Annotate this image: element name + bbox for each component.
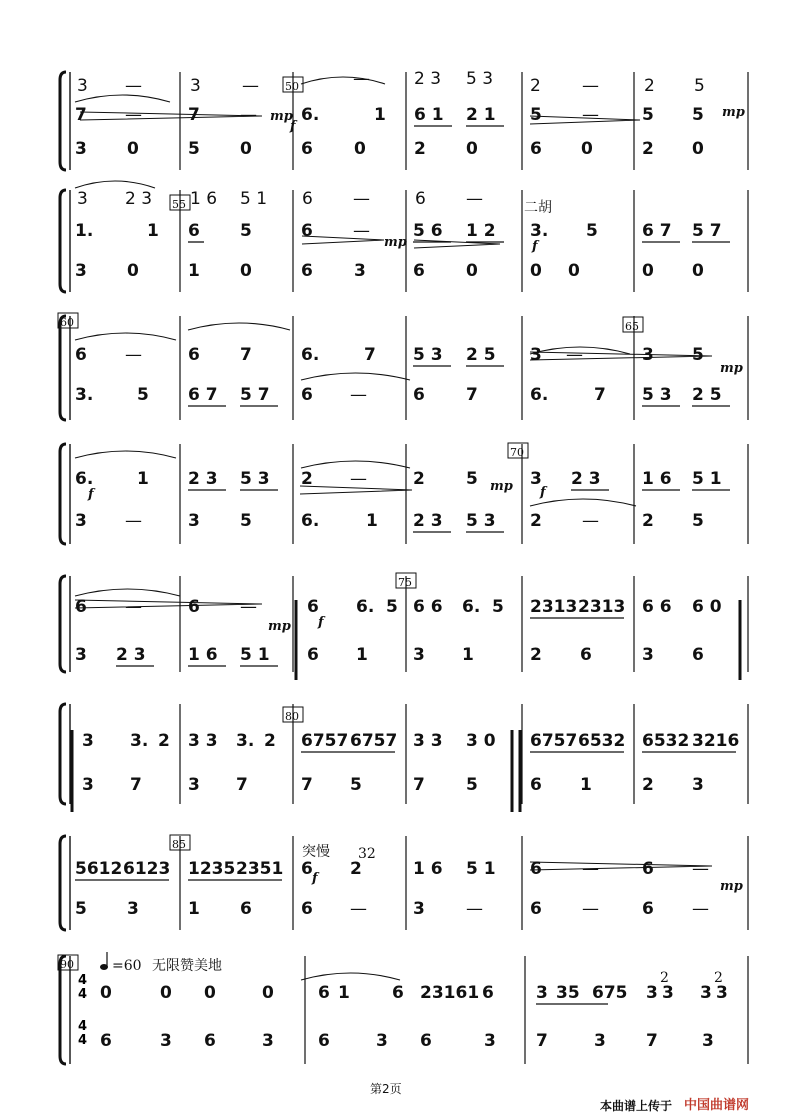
note-mark: 0	[466, 139, 478, 159]
note-mark: 3	[190, 76, 201, 96]
note-mark: 3	[484, 1031, 496, 1051]
note-mark: 1 6	[413, 859, 443, 879]
note-mark: 3	[188, 511, 200, 531]
note-mark: 6757	[301, 731, 349, 751]
upload-credit: 本曲谱上传于	[600, 1099, 673, 1113]
note-mark: 6 7	[188, 385, 218, 405]
note-mark: 2	[158, 731, 170, 751]
annotation: mp	[722, 105, 745, 120]
note-mark: —	[582, 511, 599, 531]
note-mark: 2	[644, 76, 655, 96]
note-mark: 3	[530, 469, 542, 489]
measure-number: 50	[285, 80, 299, 93]
note-mark: 6	[188, 597, 200, 617]
slur	[75, 95, 170, 102]
note-mark: —	[692, 899, 709, 919]
note-mark: 3	[82, 731, 94, 751]
note-mark: 6	[240, 899, 252, 919]
note-mark: 7	[240, 345, 252, 365]
note-mark: 5	[240, 221, 252, 241]
annotation: 32	[358, 846, 376, 862]
note-mark: 6	[307, 597, 319, 617]
note-mark: 2	[642, 775, 654, 795]
note-mark: 6 6	[413, 597, 443, 617]
note-mark: 6.	[356, 597, 375, 617]
annotation: 突慢	[302, 844, 330, 860]
note-mark: —	[566, 345, 583, 365]
note-mark: —	[125, 511, 142, 531]
note-mark: 6	[482, 983, 494, 1003]
note-mark: 6	[188, 221, 200, 241]
note-mark: 6	[530, 139, 542, 159]
note-mark: 6 1	[414, 105, 444, 125]
annotation: mp	[720, 879, 743, 894]
slur	[301, 973, 400, 980]
note-mark: 3	[354, 261, 366, 281]
note-mark: 3	[262, 1031, 274, 1051]
note-mark: 3	[692, 775, 704, 795]
note-mark: 0	[530, 261, 542, 281]
note-mark: 6	[301, 859, 313, 879]
note-mark: 6	[301, 221, 313, 241]
note-mark: 6	[301, 899, 313, 919]
slur	[301, 77, 385, 84]
note-mark: 2	[264, 731, 276, 751]
annotation: 2	[660, 970, 669, 986]
hairpin	[414, 240, 500, 248]
note-mark: 2	[642, 511, 654, 531]
note-mark: 3 3	[413, 731, 443, 751]
note-mark: 2313	[530, 597, 578, 617]
note-mark: 0	[127, 139, 139, 159]
note-mark: 35	[556, 983, 580, 1003]
note-mark: 5	[492, 597, 504, 617]
note-mark: 675	[592, 983, 628, 1003]
annotation: mp	[490, 479, 513, 494]
note-mark: 6.	[75, 469, 94, 489]
slur	[75, 589, 180, 596]
slur	[75, 451, 176, 458]
note-mark: —	[350, 899, 367, 919]
note-mark: —	[125, 597, 142, 617]
measure-number: 55	[172, 198, 186, 211]
hairpin	[80, 112, 262, 120]
system-brace	[60, 444, 66, 544]
note-mark: 3	[700, 983, 712, 1003]
note-mark: 1	[462, 645, 474, 665]
note-mark: 6	[642, 859, 654, 879]
note-mark: 6	[392, 983, 404, 1003]
note-mark: —	[125, 105, 142, 125]
note-mark: 6	[415, 189, 426, 209]
annotation: 二胡	[524, 200, 552, 216]
note-mark: 5	[586, 221, 598, 241]
note-mark: 5 1	[240, 189, 268, 209]
note-mark: 3	[75, 139, 87, 159]
note-mark: 3.	[130, 731, 149, 751]
note-mark: 3	[160, 1031, 172, 1051]
note-mark: —	[582, 105, 599, 125]
note-mark: 6 6	[642, 597, 672, 617]
note-mark: 5 1	[466, 859, 496, 879]
note-mark: 2	[414, 139, 426, 159]
note-mark: 7	[75, 105, 87, 125]
note-mark: 3	[642, 645, 654, 665]
note-mark: 1	[374, 105, 386, 125]
measure-number: 90	[60, 958, 74, 971]
system-brace	[60, 836, 66, 930]
note-mark: 6123	[123, 859, 171, 879]
note-mark: —	[582, 899, 599, 919]
note-mark: 7	[466, 385, 478, 405]
note-mark: —	[125, 76, 142, 96]
note-mark: 1 6	[190, 189, 218, 209]
note-mark: —	[350, 385, 367, 405]
note-mark: —	[466, 189, 483, 209]
note-mark: 6	[301, 139, 313, 159]
note-mark: 1	[338, 983, 350, 1003]
note-mark: 6.	[301, 511, 320, 531]
note-mark: 6757	[350, 731, 398, 751]
note-mark: 6	[318, 1031, 330, 1051]
slur	[301, 373, 410, 380]
annotation: f	[312, 871, 318, 886]
note-mark: 6	[692, 645, 704, 665]
note-mark: 6	[301, 385, 313, 405]
page-number: 第2页	[370, 1082, 402, 1096]
time-signature: 4	[78, 973, 88, 988]
annotation: mp	[268, 619, 291, 634]
annotation: 无限赞美地	[152, 958, 222, 974]
note-mark: 3	[646, 983, 658, 1003]
note-mark: 0	[354, 139, 366, 159]
note-mark: 3 3	[188, 731, 218, 751]
note-mark: 5612	[75, 859, 123, 879]
note-mark: 7	[536, 1031, 548, 1051]
time-signature: 4	[78, 987, 88, 1002]
hairpin	[530, 352, 712, 360]
system-brace	[60, 956, 66, 1064]
note-mark: 3	[75, 645, 87, 665]
note-mark: 6	[413, 385, 425, 405]
measure-number: 85	[172, 838, 186, 851]
note-mark: —	[240, 597, 257, 617]
note-mark: 2351	[236, 859, 284, 879]
note-mark: 1	[188, 261, 200, 281]
note-mark: 3	[188, 775, 200, 795]
measure-number: 60	[60, 316, 74, 329]
note-mark: 7	[188, 105, 200, 125]
note-mark: 3	[82, 775, 94, 795]
annotation: mp	[720, 361, 743, 376]
note-mark: 1 2	[466, 221, 496, 241]
note-mark: 2	[530, 645, 542, 665]
note-mark: 3	[376, 1031, 388, 1051]
note-mark: 5	[642, 105, 654, 125]
note-mark: 0	[642, 261, 654, 281]
annotation: f	[532, 239, 538, 254]
annotation: f	[290, 119, 296, 134]
note-mark: 6	[413, 261, 425, 281]
note-mark: 5	[692, 345, 704, 365]
note-mark: 5	[350, 775, 362, 795]
note-mark: 0	[100, 983, 112, 1003]
note-mark: 2	[350, 859, 362, 879]
annotation: =60	[112, 958, 142, 974]
note-mark: 7	[364, 345, 376, 365]
note-mark: 5	[188, 139, 200, 159]
system-brace	[60, 72, 66, 170]
note-mark: —	[125, 345, 142, 365]
note-mark: 3	[77, 76, 88, 96]
note-mark: 5	[386, 597, 398, 617]
note-mark: 3	[530, 345, 542, 365]
note-mark: 0	[692, 139, 704, 159]
note-mark: 0	[160, 983, 172, 1003]
note-mark: 1	[188, 899, 200, 919]
note-mark: 1	[366, 511, 378, 531]
slur	[301, 461, 410, 468]
note-mark: 6	[642, 899, 654, 919]
note-mark: 5	[240, 511, 252, 531]
note-mark: 6 0	[692, 597, 722, 617]
system-brace	[60, 704, 66, 804]
note-mark: 6	[100, 1031, 112, 1051]
annotation: mp	[270, 109, 293, 124]
note-mark: 6	[420, 1031, 432, 1051]
note-mark: 3	[594, 1031, 606, 1051]
note-mark: —	[353, 221, 370, 241]
note-mark: —	[353, 189, 370, 209]
note-mark: 7	[413, 775, 425, 795]
note-mark: 2 3	[414, 69, 442, 89]
note-mark: 0	[568, 261, 580, 281]
note-mark: 5 3	[413, 345, 443, 365]
note-mark: 6.	[301, 345, 320, 365]
note-mark: 1235	[188, 859, 236, 879]
note-mark: 0	[581, 139, 593, 159]
note-mark: 3	[536, 983, 548, 1003]
note-mark: 2	[530, 511, 542, 531]
measure-number: 70	[510, 446, 524, 459]
note-mark: 6	[530, 775, 542, 795]
system-brace	[60, 316, 66, 420]
note-mark: 1.	[75, 221, 94, 241]
slur	[75, 333, 176, 340]
note-mark: —	[582, 76, 599, 96]
note-mark: 6	[530, 859, 542, 879]
note-mark: 5 6	[413, 221, 443, 241]
note-mark: 6	[307, 645, 319, 665]
note-mark: 6532	[578, 731, 626, 751]
note-mark: 3.	[75, 385, 94, 405]
note-mark: —	[466, 899, 483, 919]
annotation: f	[540, 485, 546, 500]
note-mark: 2 3	[125, 189, 153, 209]
note-mark: 1 6	[642, 469, 672, 489]
note-mark: 0	[127, 261, 139, 281]
note-mark: 3	[662, 983, 674, 1003]
note-mark: 6	[75, 345, 87, 365]
note-mark: 3	[77, 189, 88, 209]
note-mark: 5 3	[466, 511, 496, 531]
note-mark: 2 3	[116, 645, 146, 665]
note-mark: 3	[702, 1031, 714, 1051]
annotation: f	[88, 487, 94, 502]
annotation: mp	[384, 235, 407, 250]
note-mark: 7	[236, 775, 248, 795]
note-mark: —	[350, 469, 367, 489]
note-mark: 3 0	[466, 731, 496, 751]
hairpin	[302, 236, 384, 244]
note-mark: 1 6	[188, 645, 218, 665]
note-mark: —	[582, 859, 599, 879]
note-mark: 2	[642, 139, 654, 159]
note-mark: 3	[75, 511, 87, 531]
note-mark: —	[692, 859, 709, 879]
note-mark: 5 1	[240, 645, 270, 665]
note-mark: 7	[301, 775, 313, 795]
note-mark: 6 7	[642, 221, 672, 241]
time-signature: 4	[78, 1033, 88, 1048]
hairpin	[75, 600, 262, 608]
note-mark: 6.	[301, 105, 320, 125]
system-brace	[60, 576, 66, 672]
note-mark: —	[242, 76, 259, 96]
time-signature: 4	[78, 1019, 88, 1034]
note-mark: 7	[646, 1031, 658, 1051]
note-mark: 2	[413, 469, 425, 489]
note-mark: 2	[530, 76, 541, 96]
note-mark: 2 3	[571, 469, 601, 489]
annotation: 2	[714, 970, 723, 986]
note-mark: 5 3	[240, 469, 270, 489]
note-mark: 6	[188, 345, 200, 365]
note-mark: 7	[594, 385, 606, 405]
note-mark: 5	[692, 105, 704, 125]
note-mark: —	[353, 69, 370, 89]
note-mark: 6	[318, 983, 330, 1003]
note-mark: 2 3	[188, 469, 218, 489]
note-mark: 5 7	[240, 385, 270, 405]
note-mark: 5	[137, 385, 149, 405]
note-mark: 6	[204, 1031, 216, 1051]
note-mark: 23161	[420, 983, 480, 1003]
note-mark: 5 7	[692, 221, 722, 241]
note-mark: 0	[692, 261, 704, 281]
note-mark: 2 3	[413, 511, 443, 531]
note-mark: 3	[127, 899, 139, 919]
note-mark: 2 5	[466, 345, 496, 365]
note-mark: 3	[413, 899, 425, 919]
note-mark: 6	[75, 597, 87, 617]
note-mark: 1	[137, 469, 149, 489]
note-mark: 5 3	[466, 69, 494, 89]
note-mark: 6.	[530, 385, 549, 405]
note-mark: 5	[75, 899, 87, 919]
slur	[188, 323, 290, 330]
note-mark: 1	[580, 775, 592, 795]
note-mark: 6757	[530, 731, 578, 751]
note-mark: 3	[716, 983, 728, 1003]
measure-number: 80	[285, 710, 299, 723]
note-mark: 5	[692, 511, 704, 531]
note-mark: 0	[240, 261, 252, 281]
note-mark: 5	[694, 76, 705, 96]
note-mark: 6532	[642, 731, 690, 751]
note-mark: 0	[466, 261, 478, 281]
slur	[530, 499, 636, 506]
slur	[75, 181, 155, 188]
note-mark: 3.	[236, 731, 255, 751]
note-mark: 5	[466, 469, 478, 489]
note-mark: 6	[530, 899, 542, 919]
measure-number: 65	[625, 320, 639, 333]
note-mark: 0	[240, 139, 252, 159]
system-brace	[60, 190, 66, 292]
note-mark: 5 3	[642, 385, 672, 405]
note-mark: 6.	[462, 597, 481, 617]
note-mark: 3.	[530, 221, 549, 241]
note-mark: 2	[301, 469, 313, 489]
site-logo: 中国曲谱网	[684, 1098, 750, 1113]
note-mark: 6	[301, 261, 313, 281]
note-mark: 5	[530, 105, 542, 125]
annotation: f	[318, 615, 324, 630]
note-mark: 1	[356, 645, 368, 665]
note-mark: 3	[413, 645, 425, 665]
note-mark: 5 1	[692, 469, 722, 489]
note-mark: 3	[642, 345, 654, 365]
note-mark: 7	[130, 775, 142, 795]
note-mark: 0	[262, 983, 274, 1003]
measure-number: 75	[398, 576, 412, 589]
note-mark: 3	[75, 261, 87, 281]
note-mark: 2 5	[692, 385, 722, 405]
note-mark: —	[240, 105, 257, 125]
note-mark: 6	[302, 189, 313, 209]
note-mark: 6	[580, 645, 592, 665]
note-mark: 3216	[692, 731, 740, 751]
note-mark: 0	[204, 983, 216, 1003]
hairpin	[530, 862, 712, 870]
note-mark: 2313	[578, 597, 626, 617]
note-mark: 5	[466, 775, 478, 795]
note-mark: 1	[147, 221, 159, 241]
note-mark: 2 1	[466, 105, 496, 125]
